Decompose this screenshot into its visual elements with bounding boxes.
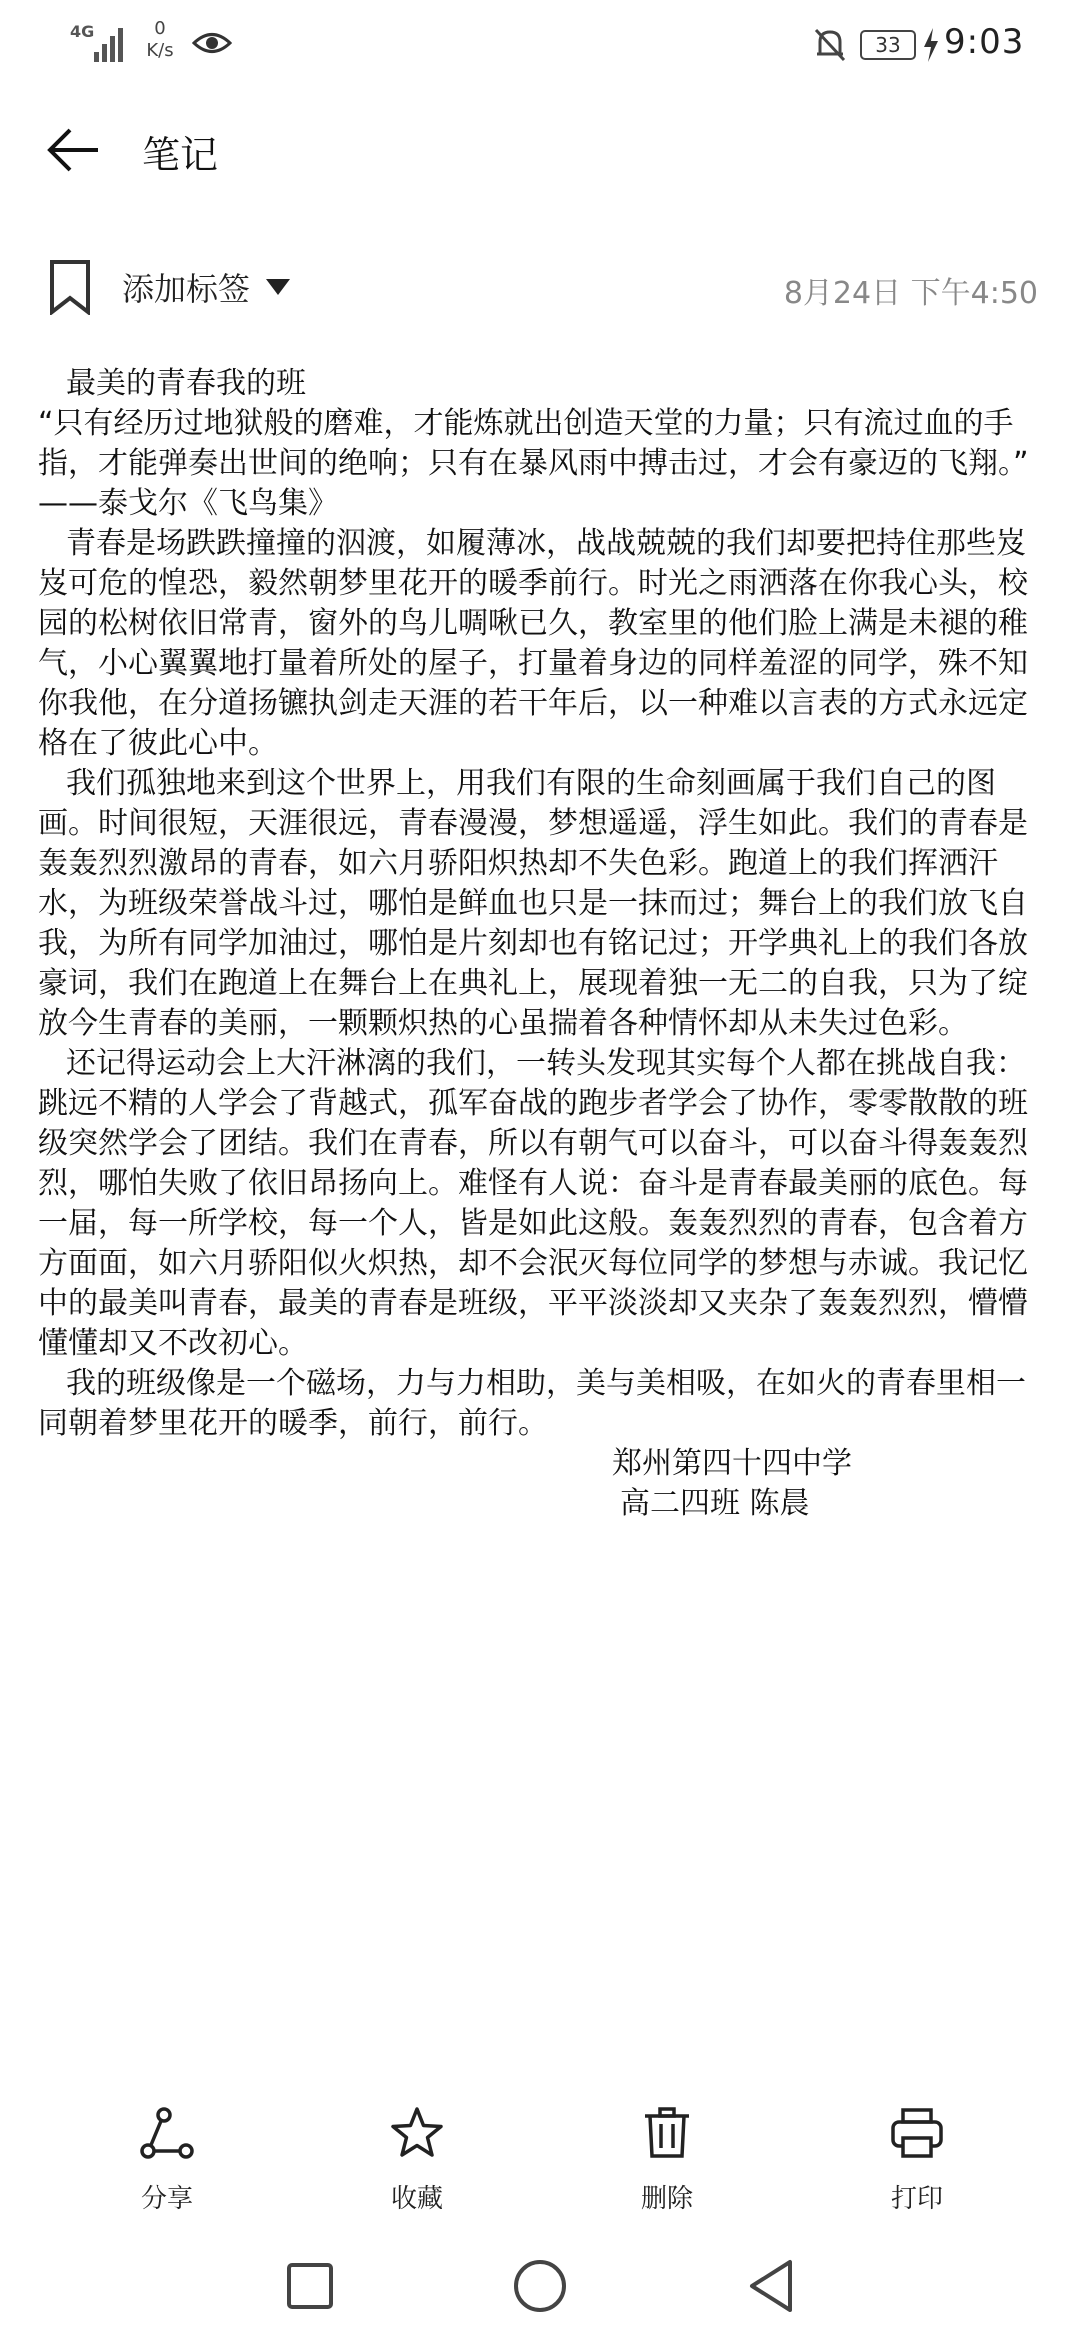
back-arrow-icon: [40, 118, 104, 182]
favorite-label: 收藏: [390, 2184, 443, 2214]
mute-bell-icon: [812, 26, 848, 64]
back-button[interactable]: [40, 118, 104, 182]
delete-button[interactable]: [602, 2106, 732, 2226]
network-speed-unit: K/s: [146, 40, 174, 61]
share-icon: [140, 2106, 194, 2160]
back-triangle-icon[interactable]: [742, 2256, 802, 2316]
note-title: 最美的青春我的班: [66, 366, 306, 401]
charging-icon: [922, 28, 940, 62]
trash-icon: [640, 2106, 694, 2160]
note-paragraph: 我们孤独地来到这个世界上，用我们有限的生命刻画属于我们自己的图画。时间很短，天涯很远，青春漫漫，梦想遥遥，浮生如此。我们的青春是轰轰烈烈激昂的青春，如六月骄阳炽热却不失色彩。跑道上的我们挥洒汗水，为班级荣誉战斗过，哪怕是鲜血也只是一抹而过；舞台上的我们放飞自我，为所有同学加油过，哪怕是片刻却也有铭记过；开学典礼上的我们各放豪词，我们在跑道上在舞台上在典礼上，展现着独一无二的自我，只为了绽放今生青春的美丽，一颗颗炽热的心虽揣着各种情怀却从未失过色彩。: [38, 766, 1028, 1041]
recent-apps-square-icon[interactable]: [280, 2256, 340, 2316]
share-button[interactable]: [102, 2106, 232, 2226]
note-paragraph: 还记得运动会上大汗淋漓的我们，一转头发现其实每个人都在挑战自我：跳远不精的人学会了背越式，孤军奋战的跑步者学会了协作，零零散散的班级突然学会了团结。我们在青春，所以有朝气可以奋斗，可以奋斗得轰轰烈烈，哪怕失败了依旧昂扬向上。难怪有人说：奋斗是青春最美丽的底色。每一届，每一所学校，每一个人，皆是如此这般。轰轰烈烈的青春，包含着方方面面，如六月骄阳似火炽热，却不会泯灭每位同学的梦想与赤诚。我记忆中的最美叫青春，最美的青春是班级，平平淡淡却又夹杂了轰轰烈烈，懵懵懂懂却又不改初心。: [38, 1046, 1028, 1361]
network-type: 4G: [70, 22, 95, 41]
signature-school: 郑州第四十四中学: [612, 1446, 852, 1481]
note-quote-source: ——泰戈尔《飞鸟集》: [38, 486, 338, 521]
share-label: 分享: [140, 2184, 193, 2214]
note-paragraph: 青春是场跌跌撞撞的泅渡，如履薄冰，战战兢兢的我们却要把持住那些岌岌可危的惶恐，毅然朝梦里花开的暖季前行。时光之雨洒落在你我心头，校园的松树依旧常青，窗外的鸟儿啁啾已久，教室里的他们脸上满是未褪的稚气，小心翼翼地打量着所处的屋子，打量着身边的同样羞涩的同学，殊不知你我他，在分道扬镳执剑走天涯的若干年后，以一种难以言表的方式永远定格在了彼此心中。: [38, 526, 1028, 761]
system-navigation-bar: [0, 2240, 1080, 2340]
printer-icon: [890, 2106, 944, 2160]
home-circle-icon[interactable]: [510, 2256, 570, 2316]
page-title: 笔记: [142, 133, 219, 177]
add-tag-label: 添加标签: [122, 270, 251, 308]
signature-class: 高二四班 陈晨: [620, 1486, 810, 1521]
network-speed: [140, 18, 180, 62]
favorite-button[interactable]: [352, 2106, 482, 2226]
print-label: 打印: [890, 2184, 943, 2214]
status-bar: [0, 0, 1080, 96]
delete-label: 删除: [640, 2184, 693, 2214]
print-button[interactable]: [852, 2106, 982, 2226]
network-speed-value: 0: [154, 18, 166, 39]
add-tag-button[interactable]: [48, 252, 290, 322]
bottom-action-bar: [0, 2106, 1080, 2226]
note-datetime: 8月24日 下午4:50: [783, 276, 1038, 311]
note-paragraph: 我的班级像是一个磁场，力与力相助，美与美相吸，在如火的青春里相一同朝着梦里花开的暖季，前行，前行。: [38, 1366, 1026, 1441]
dropdown-triangle-icon: [266, 279, 290, 295]
eye-comfort-icon: [192, 28, 232, 58]
bookmark-icon: [48, 259, 92, 315]
note-quote: “只有经历过地狱般的磨难，才能炼就出创造天堂的力量；只有流过血的手指，才能弹奏出世间的绝响；只有在暴风雨中搏击过，才会有豪迈的飞翔。”: [38, 406, 1029, 481]
star-icon: [390, 2106, 444, 2160]
clock: 9:03: [944, 22, 1025, 62]
tag-row: [48, 252, 1038, 322]
note-content[interactable]: [38, 364, 1036, 1524]
battery-level: 33: [860, 30, 916, 60]
